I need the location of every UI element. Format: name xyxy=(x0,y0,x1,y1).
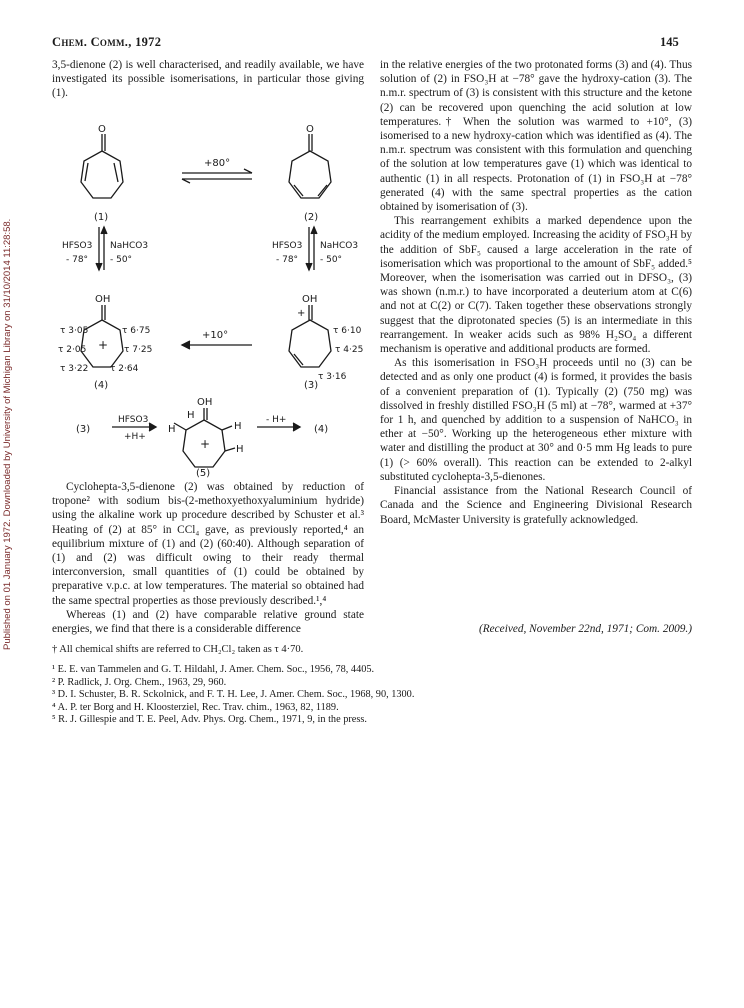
bottom-proton: +H+ xyxy=(124,432,146,442)
compound-3-label: (3) xyxy=(304,380,319,391)
shift-label: τ 2·05 xyxy=(58,345,87,355)
right-column xyxy=(380,58,692,527)
ring-2 xyxy=(289,151,331,198)
footnote: † All chemical shifts are referred to CH₂Cl₂ taken as τ 4·70. xyxy=(52,644,304,655)
reaction-scheme-svg xyxy=(52,124,364,479)
reference: ⁴ A. P. ter Borg and H. Kloosterziel, Rec. Trav. chim., 1963, 82, 1189. xyxy=(52,701,339,713)
shift-label: τ 3·16 xyxy=(318,372,347,382)
shift-label: τ 6·10 xyxy=(333,326,362,336)
reference-list xyxy=(52,664,414,727)
received-date: (Received, November 22nd, 1971; Com. 2009.) xyxy=(478,623,692,635)
compound-4-label: (4) xyxy=(94,380,109,391)
shift-label: τ 4·25 xyxy=(335,345,364,355)
deprotonation-label: - H+ xyxy=(266,415,287,425)
reaction-scheme xyxy=(52,124,364,479)
heat-80-label: +80° xyxy=(204,158,231,169)
cation-charge-3: + xyxy=(297,308,306,319)
shift-label: τ 6·75 xyxy=(122,326,151,336)
right-temp-acid: - 78° xyxy=(276,255,299,265)
oxygen-label-1: O xyxy=(98,124,106,135)
left-temp-acid: - 78° xyxy=(66,255,89,265)
paragraph: 3,5-dienone (2) is well characterised, and readily available, we have investigated its possible isomerisations, in particular those giving (1). xyxy=(52,59,364,100)
paragraph: in the relative energies of the two protonated forms (3) and (4). Thus solution of (2) in FSO₃H at −78° gave the hydroxy-cation (3). The n.m.r. spectrum of (3) is consistent with this structure and the ketone (2) can be recovered upon quenching the acid solution at low temperatures.† When the solution was warmed to +10°, (3) isomerised to a new hydroxy-cation which was identified as (4). The n.m.r. spectrum was consistent with this formulation and quenching of the solution at low temperatures gave (1) which was identical to authentic (1) in all respects. Protonation of (1) in FSO₃H at −78° generated (4) with the same spectral properties as the cation obtained by isomerisation of (3). xyxy=(380,59,692,214)
page-number: 145 xyxy=(660,35,679,49)
download-watermark xyxy=(2,150,16,650)
left-column-bottom xyxy=(52,480,364,636)
shift-label: τ 2·64 xyxy=(110,364,139,374)
hydroxyl-label-5: OH xyxy=(197,397,213,408)
paragraph: Cyclohepta-3,5-dienone (2) was obtained by reduction of tropone² with sodium bis-(2-methoxyethoxyaluminium hydride) using the alkaline work up procedure described by Schuster et al.³ Heating of (2) at 85° in CCl₄ gave, as previously reported,⁴ an equilibrium mixture of (1) and (2) (60:40). Although separation of (1) and (2) was difficult owing to their ready thermal interconversion, small quantities of (1) could be obtained by preparative v.p.c. at low temperatures. The material so obtained had the same spectral properties as those previously described.¹,⁴ xyxy=(52,481,364,607)
right-temp-base: - 50° xyxy=(320,255,343,265)
shift-label: τ 3·22 xyxy=(60,364,89,374)
reference: ² P. Radlick, J. Org. Chem., 1963, 29, 960. xyxy=(52,676,227,688)
compound-5-label: (5) xyxy=(196,468,211,479)
paragraph: Whereas (1) and (2) have comparable relative ground state energies, we find that there is a considerable difference xyxy=(52,608,364,636)
cation-charge-5: + xyxy=(200,437,211,451)
oxygen-label-2: O xyxy=(306,124,314,135)
shift-label: τ 3·05 xyxy=(60,326,89,336)
cation-charge-4: + xyxy=(98,338,109,352)
right-reagent-base: NaHCO3 xyxy=(320,241,359,251)
left-reagent-base: NaHCO3 xyxy=(110,241,149,251)
download-watermark-text: Published on 01 January 1972. Downloaded by University of Michigan Library on 31/10/2014 11:28:58. xyxy=(2,218,13,650)
heat-10-label: +10° xyxy=(202,330,229,341)
reference: ⁵ R. J. Gillespie and T. E. Peel, Adv. Phys. Org. Chem., 1971, 9, in the press. xyxy=(52,714,367,726)
reference: ¹ E. E. van Tammelen and G. T. Hildahl, J. Amer. Chem. Soc., 1956, 78, 4405. xyxy=(52,664,375,675)
bottom-reagent: HFSO3 xyxy=(118,415,149,425)
shift-label: τ 7·25 xyxy=(124,345,153,355)
paragraph: As this isomerisation in FSO₃H proceeds until no (3) can be detected and as only one product (4) is formed, it provides the basis of a convenient preparation of (1). Typically (2) (750 mg) was dissolved in freshly distilled FSO₃H (5 ml) at −78°, warmed at +37° for 1 h, and quenched by addition to a suspension of NaHCO₃ in ether at −50°. Working up the heterogeneous ether mixture with water and distilling the product at 30° and 0·5 mm Hg leads to pure (1) (> 60% overall). This reaction can be extended to 2-alkyl substituted cyclohepta-3,5-dienones. xyxy=(380,357,692,483)
reference: ³ D. I. Schuster, B. R. Sckolnick, and F. T. H. Lee, J. Amer. Chem. Soc., 1968, 90, 1300. xyxy=(52,689,415,701)
paragraph: This rearrangement exhibits a marked dependence upon the acidity of the medium employed. Increasing the acidity of FSO₃H by the addition of SbF₅ caused a large acceleration in the rate of isomerisation which was proportional to the amount of SbF₅ added.⁵ Moreover, when the isomerisation was carried out in DFSO₃, (3) was shown (n.m.r.) to have incorporated a deuterium atom at C(6) and not at C(2) or C(7). Taken together these observations strongly suggest that the diprotonated species (5) is an intermediate in this rearrangement. In weaker acids such as 98% H₂SO₄ a different mechanism is operative and additional products are formed. xyxy=(380,215,692,356)
compound-1-label: (1) xyxy=(94,212,109,223)
compound-3-label: (3) xyxy=(76,424,91,435)
right-reagent-acid: HFSO3 xyxy=(272,241,303,251)
hydroxyl-label-4: OH xyxy=(95,294,111,305)
ring-3 xyxy=(289,320,331,367)
journal-header: Chem. Comm., 1972 xyxy=(52,35,162,49)
hydroxyl-label-3: OH xyxy=(302,294,318,305)
left-temp-base: - 50° xyxy=(110,255,133,265)
proton-label: H xyxy=(236,444,244,455)
left-reagent-acid: HFSO3 xyxy=(62,241,93,251)
proton-label: H xyxy=(168,424,176,435)
left-column-top xyxy=(52,58,364,101)
compound-4-label: (4) xyxy=(314,424,329,435)
proton-label: H xyxy=(187,410,195,421)
proton-label: H xyxy=(234,421,242,432)
compound-2-label: (2) xyxy=(304,212,319,223)
paragraph: Financial assistance from the National Research Council of Canada and the Science and Engineering Divisional Research Board, McMaster University is gratefully acknowledged. xyxy=(380,485,692,526)
